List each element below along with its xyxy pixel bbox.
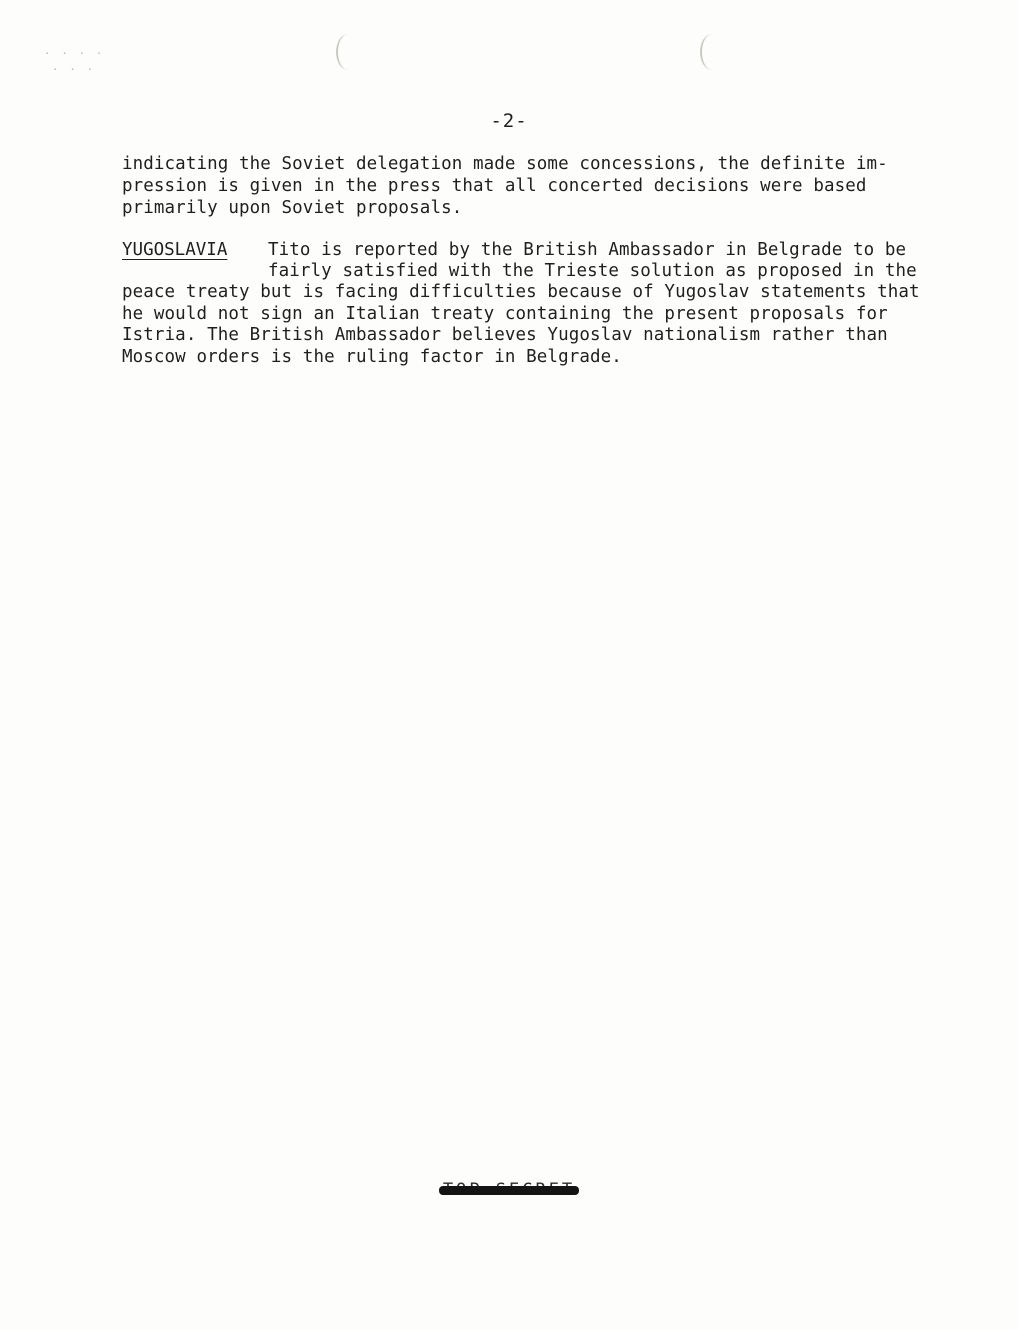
redaction-strike bbox=[439, 1186, 579, 1195]
paragraph-line: indicating the Soviet delegation made some concessions, the definite im- bbox=[122, 154, 888, 174]
page-number: -2- bbox=[490, 110, 528, 132]
paragraph-line: fairly satisfied with the Trieste solution as proposed in the bbox=[268, 261, 917, 281]
paragraph-line: Istria. The British Ambassador believes Yugoslav nationalism rather than bbox=[122, 325, 888, 345]
section-heading: YUGOSLAVIA bbox=[122, 240, 228, 260]
corner-mark: . . . bbox=[52, 60, 96, 73]
punch-hole-left bbox=[336, 34, 360, 70]
paragraph-line: Moscow orders is the ruling factor in Belgrade. bbox=[122, 347, 622, 367]
paragraph-line: Tito is reported by the British Ambassador in Belgrade to be bbox=[268, 240, 907, 260]
classification-stamp bbox=[443, 1180, 575, 1200]
paragraph-line: peace treaty but is facing difficulties because of Yugoslav statements that bbox=[122, 282, 920, 302]
corner-mark: . . . . bbox=[44, 44, 105, 57]
paragraph-line: primarily upon Soviet proposals. bbox=[122, 198, 463, 218]
paragraph-line: pression is given in the press that all concerted decisions were based bbox=[122, 176, 867, 196]
paragraph-line: he would not sign an Italian treaty containing the present proposals for bbox=[122, 304, 888, 324]
punch-hole-right bbox=[700, 34, 724, 70]
classification-stamp-area bbox=[0, 1180, 1018, 1200]
